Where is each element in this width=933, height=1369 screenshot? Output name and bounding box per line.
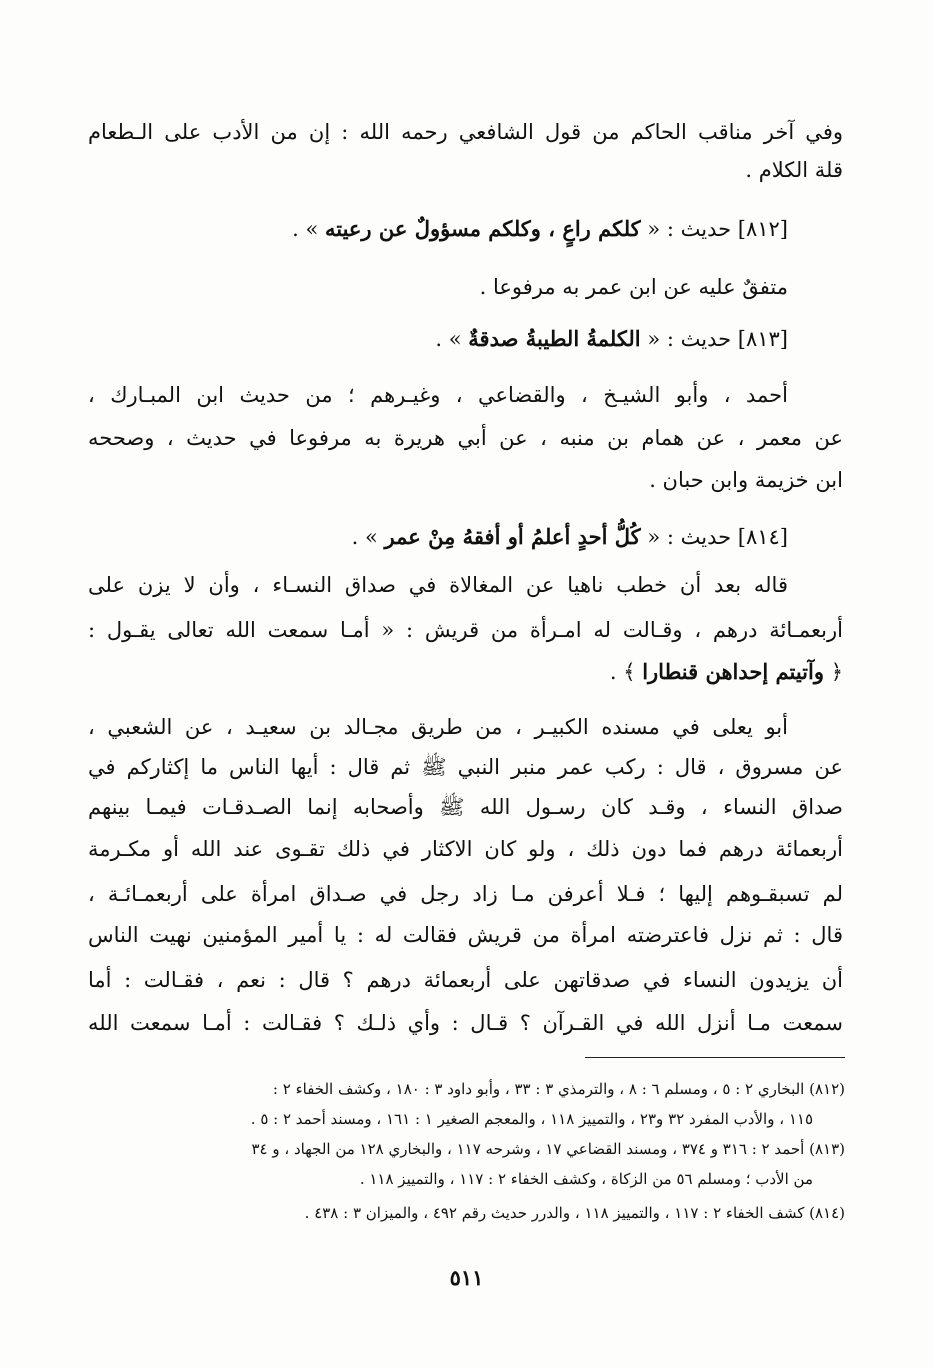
body-line: قال : ثم نزل فاعترضته امرأة من قريش فقالت له : يا أمير المؤمنين نهيت الناس bbox=[88, 923, 843, 947]
body-line: أربعمائة درهم فما دون ذلك ، ولو كان الاكثار في ذلك تقـوى عند الله أو مكـرمة bbox=[88, 837, 843, 861]
hadith-text: الكلمةُ الطيبةُ صدقةٌ bbox=[468, 326, 641, 351]
quran-close: ﴾ . bbox=[609, 660, 643, 684]
body-line: ابن خزيمة وابن حبان . bbox=[649, 468, 843, 492]
footnote-line: ١١٥ ، والأدب المفرد ٣٢ و٢٣ ، والتمييز ١١٨ ، والمعجم الصغير ١ : ١٦١ ، ومسند أحمد ٢ : ٥ . bbox=[250, 1110, 813, 1128]
footnote-divider bbox=[585, 1057, 845, 1058]
body-line: لم تسبقـوهم إليها ؛ فـلا أعرفن مـا زاد رجل في صـداق امرأة على أربعمـائـة ، bbox=[88, 882, 844, 906]
body-line: سمعت مـا أنزل الله في القـرآن ؟ قـال : وأي ذلـك ؟ فقـالت : أمـا سمعت الله bbox=[88, 1011, 843, 1035]
body-line: أبو يعلى في مسنده الكبيـر ، من طريق مجـالد بن سعيـد ، عن الشعبي ، bbox=[88, 715, 788, 739]
body-line: قلة الكلام . bbox=[745, 158, 843, 182]
body-line: متفقٌ عليه عن ابن عمر به مرفوعا . bbox=[479, 275, 788, 299]
body-line: قاله بعد أن خطب ناهيا عن المغالاة في صداق النسـاء ، وأن لا يزن على bbox=[88, 573, 788, 597]
hadith-suffix: » . bbox=[351, 525, 385, 549]
hadith-prefix: [٨١٣] حديث : « bbox=[640, 327, 788, 351]
quran-open: ﴿ bbox=[824, 660, 843, 684]
footnote-line: (٨١٢) البخاري ٢ : ٥ ، ومسلم ٦ : ٨ ، والترمذي ٣ : ٣٣ ، وأبو داود ٣ : ١٨٠ ، وكشف الخفاء ٢ : bbox=[272, 1080, 845, 1098]
body-line: أن يزيدون النساء في صدقاتهن على أربعمائة درهم ؟ قال : نعم ، فقـالت : أما bbox=[88, 968, 843, 992]
footnote-line: (٨١٣) أحمد ٢ : ٣١٦ و ٣٧٤ ، ومسند القضاعي ١٧ ، وشرحه ١١٧ ، والبخاري ١٢٨ من الجهاد ، و ٣٤ bbox=[251, 1140, 845, 1158]
quran-verse bbox=[88, 655, 843, 689]
body-line: صداق النساء ، وقـد كان رسـول الله ﷺ وأصحابه إنما الصـدقـات فيمـا بينهم bbox=[88, 795, 843, 819]
hadith-812 bbox=[88, 212, 788, 246]
body-line: وفي آخر مناقب الحاكم من قول الشافعي رحمه الله : إن من الأدب على الـطعام bbox=[88, 120, 843, 144]
hadith-813 bbox=[88, 322, 788, 356]
hadith-814 bbox=[88, 520, 788, 554]
footnote-line: (٨١٤) كشف الخفاء ٢ : ١١٧ ، والتمييز ١١٨ ، والدرر حديث رقم ٤٩٢ ، والميزان ٣ : ٤٣٨ . bbox=[304, 1204, 845, 1222]
footnote-line: من الأدب ؛ ومسلم ٥٦ من الزكاة ، وكشف الخفاء ٢ : ١١٧ ، والتمييز ١١٨ . bbox=[359, 1170, 813, 1188]
body-line: أحمد ، وأبو الشيـخ ، والقضاعي ، وغيـرهم ؛ من حديث ابن المبـارك ، bbox=[88, 383, 788, 407]
quran-text: وآتيتم إحداهن قنطارا bbox=[642, 659, 825, 684]
hadith-suffix: » . bbox=[435, 327, 469, 351]
hadith-prefix: [٨١٤] حديث : « bbox=[640, 525, 788, 549]
body-line: عن مسروق ، قال : ركب عمر منبر النبي ﷺ ثم قال : أيها الناس ما إكثاركم في bbox=[88, 755, 843, 779]
hadith-suffix: » . bbox=[292, 217, 325, 241]
hadith-text: كُلُّ أحدٍ أعلمُ أو أفقهُ مِنْ عمر bbox=[384, 524, 641, 549]
hadith-text: كلكم راعٍ ، وكلكم مسؤولٌ عن رعيته bbox=[324, 216, 641, 241]
hadith-prefix: [٨١٢] حديث : « bbox=[640, 217, 788, 241]
page-number: ٥١١ bbox=[449, 1265, 484, 1290]
body-line: أربعمـائة درهم ، وقـالت له امـرأة من قريش : « أمـا سمعت الله تعالى يقـول : bbox=[88, 618, 843, 642]
body-line: عن معمر ، عن همام بن منبه ، عن أبي هريرة به مرفوعا في حديث ، وصححه bbox=[88, 426, 843, 450]
